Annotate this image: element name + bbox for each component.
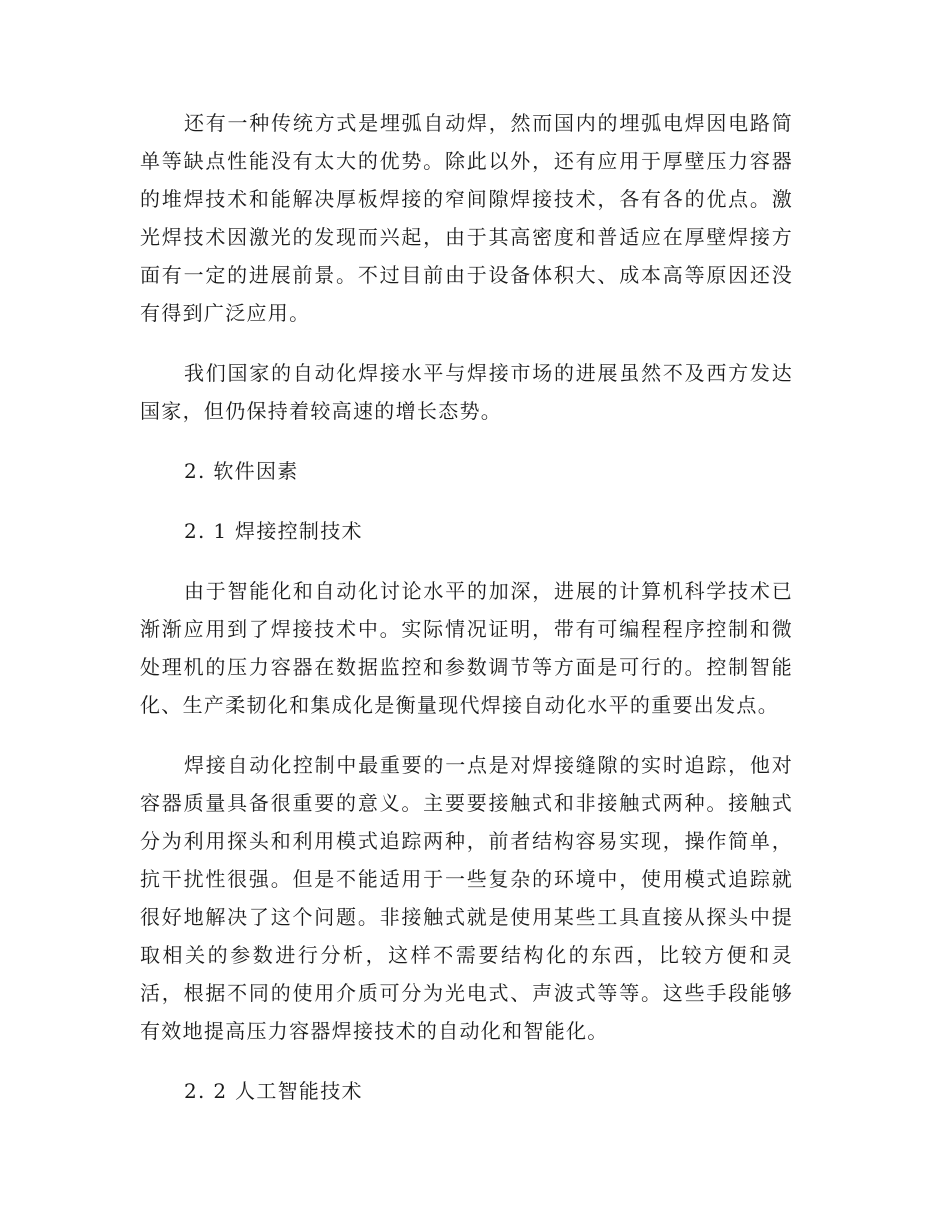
paragraph-computer-control: 由于智能化和自动化讨论水平的加深，进展的计算机科学技术已渐渐应用到了焊接技术中。实际情况证明，带有可编程程序控制和微处理机的压力容器在数据监控和参数调节等方面是可行的。控制智能化、生产柔韧化和集成化是衡量现代焊接自动化水平的重要出发点。 [140,579,793,717]
paragraph-domestic-automation-level: 我们国家的自动化焊接水平与焊接市场的进展虽然不及西方发达国家，但仍保持着较高速的增长态势。 [140,361,793,423]
subsection-heading-welding-control: 2. 1 焊接控制技术 [184,519,363,543]
paragraph-submerged-arc-welding: 还有一种传统方式是埋弧自动焊，然而国内的埋弧电焊因电路简单等缺点性能没有太大的优势。除此以外，还有应用于厚壁压力容器的堆焊技术和能解决厚板焊接的窄间隙焊接技术，各有各的优点。激光焊技术因激光的发现而兴起，由于其高密度和普适应在厚壁焊接方面有一定的进展前景。不过目前由于设备体积大、成本高等原因还没有得到广泛应用。 [140,111,793,325]
paragraph-seam-tracking: 焊接自动化控制中最重要的一点是对焊接缝隙的实时追踪，他对容器质量具备很重要的意义。主要要接触式和非接触式两种。接触式分为利用探头和利用模式追踪两种，前者结构容易实现，操作简单，抗干扰性很强。但是不能适用于一些复杂的环境中，使用模式追踪就很好地解决了这个问题。非接触式就是使用某些工具直接从探头中提取相关的参数进行分析，这样不需要结构化的东西，比较方便和灵活，根据不同的使用介质可分为光电式、声波式等等。这些手段能够有效地提高压力容器焊接技术的自动化和智能化。 [140,753,793,1043]
subsection-heading-artificial-intelligence: 2. 2 人工智能技术 [184,1079,363,1103]
section-heading-software-factors: 2. 软件因素 [184,459,299,483]
